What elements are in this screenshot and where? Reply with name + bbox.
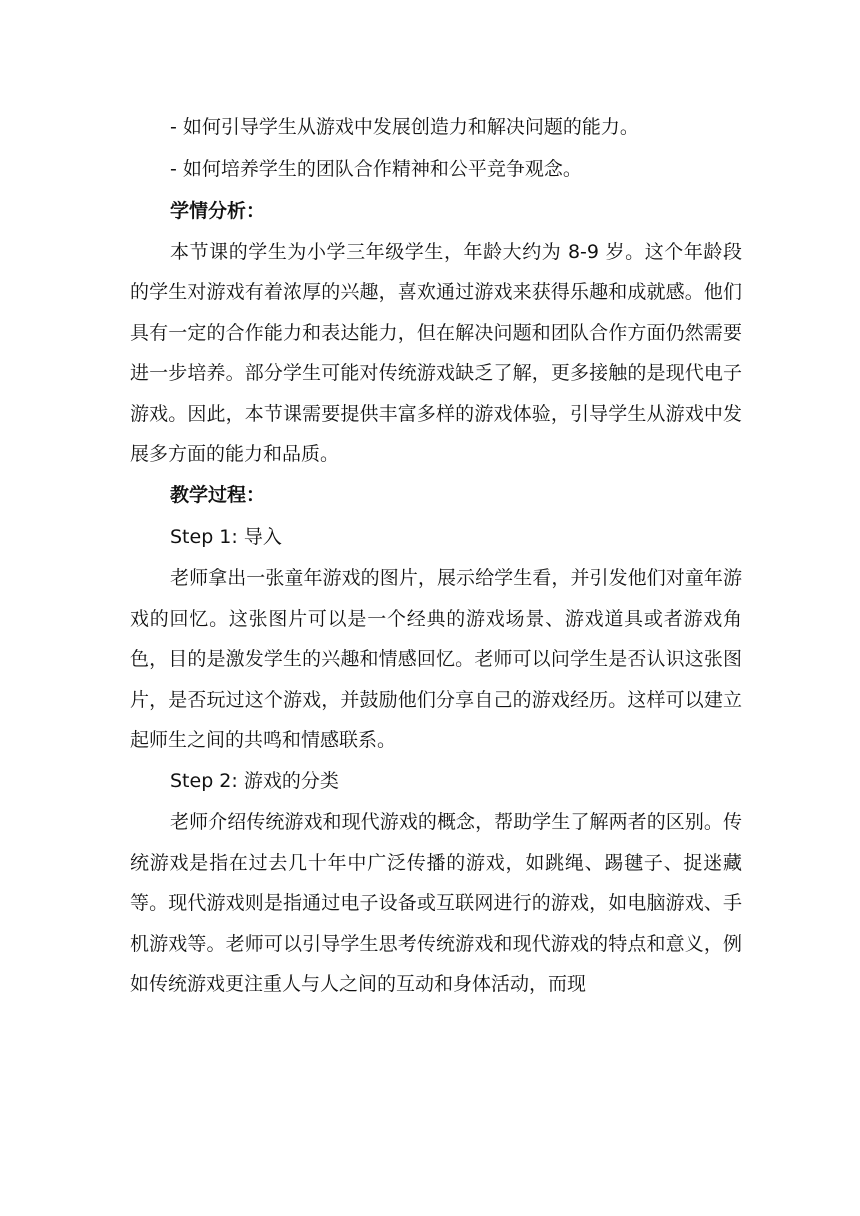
paragraph-step-2: 老师介绍传统游戏和现代游戏的概念，帮助学生了解两者的区别。传统游戏是指在过去几十年中广泛传播的游戏，如跳绳、踢毽子、捉迷藏等。现代游戏则是指通过电子设备或互联网进行的游戏，如电脑游戏、手机游戏等。老师可以引导学生思考传统游戏和现代游戏的特点和意义，例如传统游戏更注重人与人之间的互动和身体活动，而现	[130, 811, 742, 996]
document-body	[130, 106, 742, 1005]
step-title-1: Step 1: 导入	[170, 526, 282, 549]
bullet-item-creativity: - 如何引导学生从游戏中发展创造力和解决问题的能力。	[170, 116, 639, 138]
section-heading-learning-analysis: 学情分析：	[170, 200, 266, 222]
section-heading-teaching-process: 教学过程：	[170, 484, 266, 507]
step-title-2: Step 2: 游戏的分类	[170, 770, 339, 793]
bullet-item-teamwork: - 如何培养学生的团队合作精神和公平竞争观念。	[170, 158, 582, 180]
paragraph-step-1: 老师拿出一张童年游戏的图片，展示给学生看，并引发他们对童年游戏的回忆。这张图片可以是一个经典的游戏场景、游戏道具或者游戏角色，目的是激发学生的兴趣和情感回忆。老师可以问学生是否认识这张图片，是否玩过这个游戏，并鼓励他们分享自己的游戏经历。这样可以建立起师生之间的共鸣和情感联系。	[130, 567, 742, 752]
paragraph-learning-analysis: 本节课的学生为小学三年级学生，年龄大约为 8-9 岁。这个年龄段的学生对游戏有着浓厚的兴趣，喜欢通过游戏来获得乐趣和成就感。他们具有一定的合作能力和表达能力，但在解决问题和团队合作方面仍然需要进一步培养。部分学生可能对传统游戏缺乏了解，更多接触的是现代电子游戏。因此，本节课需要提供丰富多样的游戏体验，引导学生从游戏中发展多方面的能力和品质。	[130, 241, 742, 466]
